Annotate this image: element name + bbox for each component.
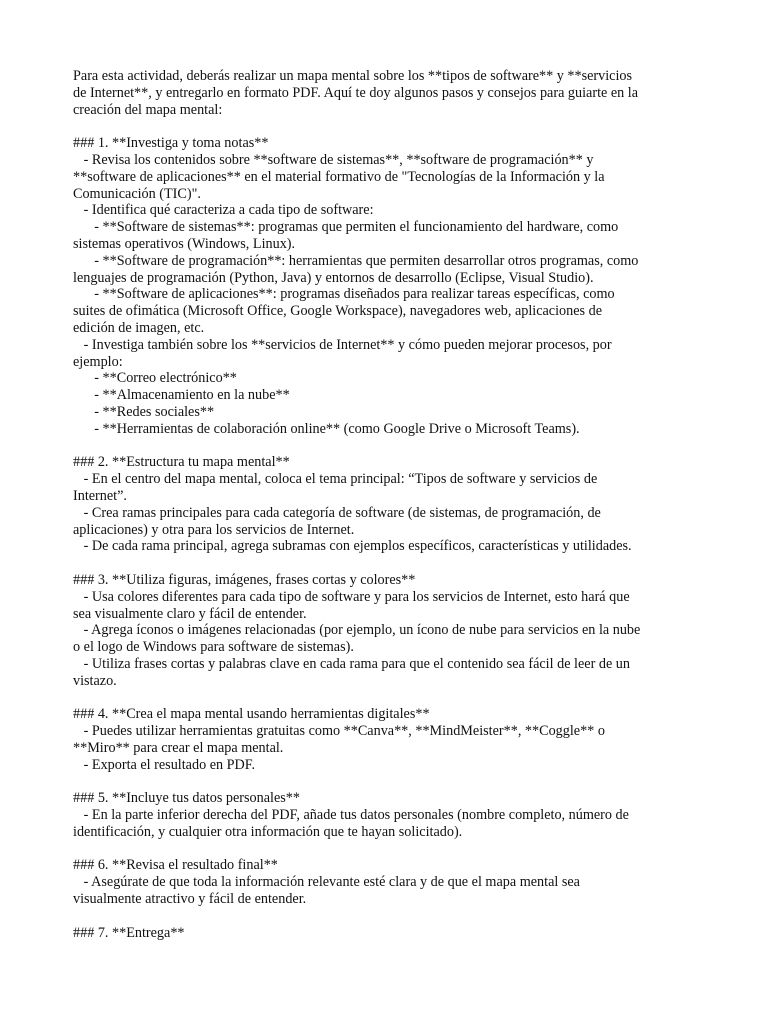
text-line: de Internet**, y entregarlo en formato PDF. Aquí te doy algunos pasos y consejos para guiarte en la [73, 84, 639, 101]
text-line: Comunicación (TIC)". [73, 185, 201, 202]
text-line: Para esta actividad, deberás realizar un mapa mental sobre los **tipos de software** y **servicios [73, 68, 633, 84]
text-line: lenguajes de programación (Python, Java) y entornos de desarrollo (Eclipse, Visual Studio). [73, 269, 594, 286]
text-line: ### 1. **Investiga y toma notas** [73, 135, 269, 152]
text-line: **Miro** para crear el mapa mental. [73, 739, 284, 756]
paragraph-gap [73, 555, 703, 572]
text-line: ### 5. **Incluye tus datos personales** [73, 790, 300, 807]
text-line: ejemplo: [73, 353, 123, 370]
text-line: - **Software de aplicaciones**: programas diseñados para realizar tareas específicas, como [73, 286, 615, 303]
text-line: ### 6. **Revisa el resultado final** [73, 857, 278, 874]
text-line: ### 4. **Crea el mapa mental usando herramientas digitales** [73, 706, 430, 723]
text-line: edición de imagen, etc. [73, 319, 205, 336]
paragraph [73, 706, 703, 773]
text-line: - **Correo electrónico** [73, 370, 237, 387]
paragraph-gap [73, 908, 703, 925]
document-page [73, 68, 703, 941]
text-line: - **Redes sociales** [73, 403, 215, 420]
text-line: - Investiga también sobre los **servicios de Internet** y cómo pueden mejorar procesos, por [73, 336, 612, 353]
text-line: - De cada rama principal, agrega subramas con ejemplos específicos, características y utilidades. [73, 538, 632, 555]
text-line: - En la parte inferior derecha del PDF, añade tus datos personales (nombre completo, número de [73, 807, 629, 824]
text-line: - Utiliza frases cortas y palabras clave en cada rama para que el contenido sea fácil de leer de un [73, 655, 630, 672]
text-line: - En el centro del mapa mental, coloca el tema principal: “Tipos de software y servicios de [73, 471, 598, 488]
text-line: - **Almacenamiento en la nube** [73, 387, 290, 404]
text-line: - Exporta el resultado en PDF. [73, 756, 256, 773]
paragraph-gap [73, 841, 703, 858]
text-line: ### 3. **Utiliza figuras, imágenes, frases cortas y colores** [73, 571, 416, 588]
text-line: creación del mapa mental: [73, 101, 223, 118]
text-line: - Revisa los contenidos sobre **software de sistemas**, **software de programación** y [73, 151, 594, 168]
text-line: suites de ofimática (Microsoft Office, Google Workspace), navegadores web, aplicaciones de [73, 303, 602, 320]
text-line: aplicaciones) y otra para los servicios de Internet. [73, 521, 355, 538]
text-line: - Asegúrate de que toda la información relevante esté clara y de que el mapa mental sea [73, 874, 580, 891]
paragraph-gap [73, 438, 703, 455]
text-line: **software de aplicaciones** en el material formativo de "Tecnologías de la Información y la [73, 168, 605, 185]
text-line: - Identifica qué caracteriza a cada tipo de software: [73, 202, 374, 219]
text-line: - **Software de programación**: herramientas que permiten desarrollar otros programas, como [73, 252, 639, 269]
paragraph [73, 572, 703, 690]
text-line: - **Herramientas de colaboración online** (como Google Drive o Microsoft Teams). [73, 420, 580, 437]
text-line: - Usa colores diferentes para cada tipo de software y para los servicios de Internet, esto hará que [73, 588, 630, 605]
text-line: o el logo de Windows para software de sistemas). [73, 639, 354, 656]
text-line: - Crea ramas principales para cada categoría de software (de sistemas, de programación, de [73, 504, 601, 521]
paragraph-gap [73, 689, 703, 706]
text-line: - Puedes utilizar herramientas gratuitas como **Canva**, **MindMeister**, **Coggle** o [73, 723, 605, 740]
text-line: - Agrega íconos o imágenes relacionadas (por ejemplo, un ícono de nube para servicios en la nube [73, 622, 641, 639]
paragraph [73, 925, 703, 942]
paragraph-gap [73, 773, 703, 790]
text-line: identificación, y cualquier otra información que te hayan solicitado). [73, 823, 463, 840]
text-line: sistemas operativos (Windows, Linux). [73, 235, 296, 252]
paragraph [73, 790, 703, 840]
paragraph-gap [73, 118, 703, 135]
text-line: - **Software de sistemas**: programas que permiten el funcionamiento del hardware, como [73, 219, 619, 236]
paragraph [73, 68, 703, 118]
text-line: ### 2. **Estructura tu mapa mental** [73, 454, 290, 471]
text-line: vistazo. [73, 672, 117, 689]
text-line: sea visualmente claro y fácil de entender. [73, 605, 307, 622]
text-line: Internet”. [73, 487, 127, 504]
paragraph [73, 135, 703, 437]
paragraph [73, 857, 703, 907]
paragraph [73, 454, 703, 555]
text-line: visualmente atractivo y fácil de entender. [73, 891, 307, 908]
text-line: ### 7. **Entrega** [73, 924, 185, 941]
